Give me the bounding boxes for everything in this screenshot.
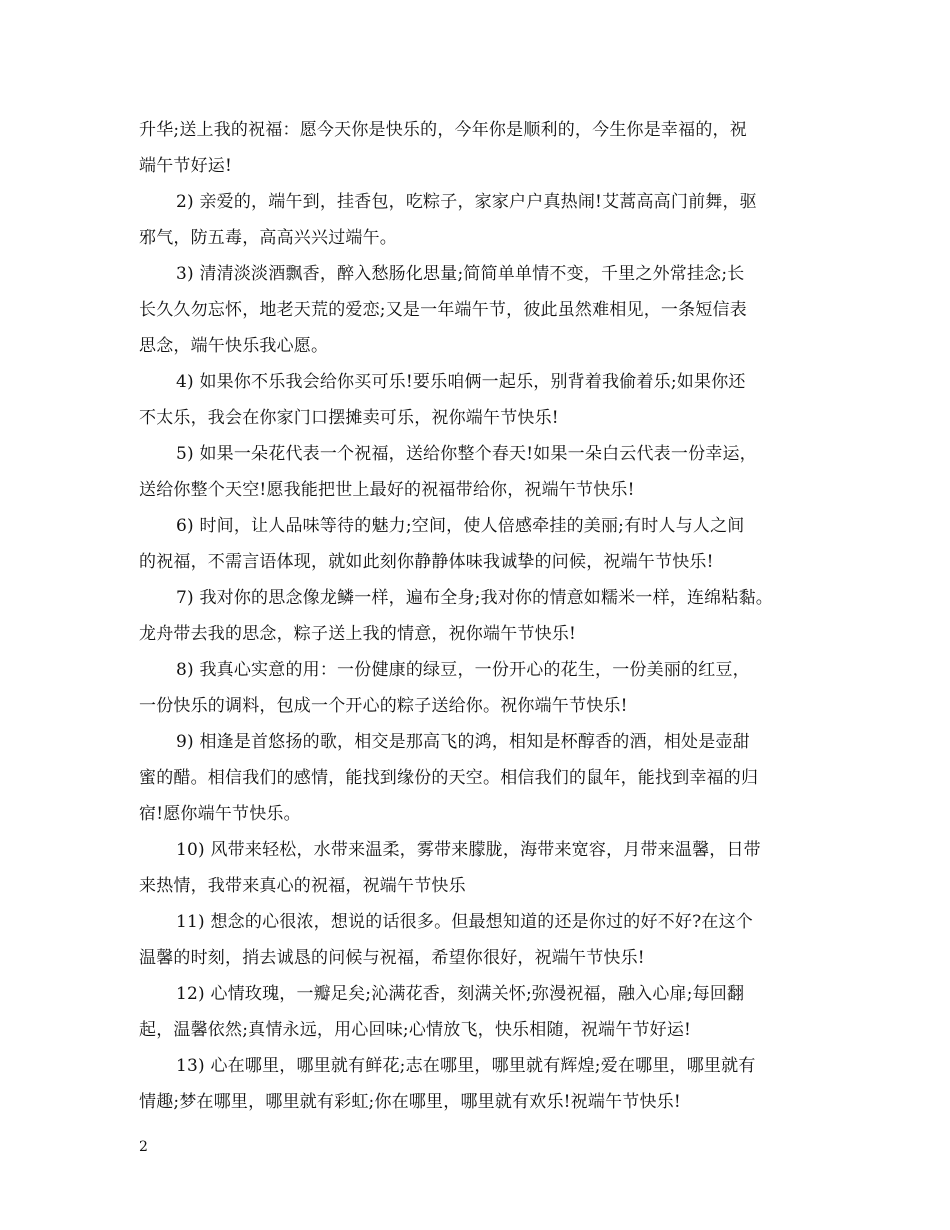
text-line: 起，温馨依然;真情永远，用心回味;心情放飞，快乐相随，祝端午节好运! <box>139 1020 692 1040</box>
paragraph-start-line: 7) 我对你的思念像龙鳞一样，遍布全身;我对你的情意如糯米一样，连绵粘黏。 <box>176 588 773 608</box>
text-line: 的祝福，不需言语体现，就如此刻你静静体味我诚挚的问候，祝端午节快乐! <box>139 552 714 572</box>
text-line: 蜜的醋。相信我们的感情，能找到缘份的天空。相信我们的鼠年，能找到幸福的归 <box>139 768 759 788</box>
text-line: 升华;送上我的祝福：愿今天你是快乐的，今年你是顺利的，今生你是幸福的，祝 <box>139 120 747 140</box>
text-line: 不太乐，我会在你家门口摆摊卖可乐，祝你端午节快乐! <box>139 408 559 428</box>
document-body <box>139 112 829 1120</box>
text-line: 思念，端午快乐我心愿。 <box>139 336 329 356</box>
page-number: 2 <box>139 1139 148 1155</box>
text-line: 来热情，我带来真心的祝福，祝端午节快乐 <box>139 876 466 896</box>
paragraph-start-line: 9) 相逢是首悠扬的歌，相交是那高飞的鸿，相知是杯醇香的酒，相处是壶甜 <box>176 732 750 752</box>
paragraph-start-line: 8) 我真心实意的用：一份健康的绿豆，一份开心的花生，一份美丽的红豆， <box>176 660 750 680</box>
paragraph-start-line: 6) 时间，让人品味等待的魅力;空间，使人倍感牵挂的美丽;有时人与人之间 <box>176 516 745 536</box>
text-line: 温馨的时刻，捎去诚恳的问候与祝福，希望你很好，祝端午节快乐! <box>139 948 645 968</box>
text-line: 一份快乐的调料，包成一个开心的粽子送给你。祝你端午节快乐! <box>139 696 628 716</box>
paragraph-start-line: 13) 心在哪里，哪里就有鲜花;志在哪里，哪里就有辉煌;爱在哪里，哪里就有 <box>176 1056 756 1076</box>
text-line: 龙舟带去我的思念，粽子送上我的情意，祝你端午节快乐! <box>139 624 577 644</box>
text-line: 端午节好运! <box>139 156 233 176</box>
paragraph-start-line: 10) 风带来轻松，水带来温柔，雾带来朦胧，海带来宽容，月带来温馨，日带 <box>176 840 761 860</box>
text-line: 情趣;梦在哪里，哪里就有彩虹;你在哪里，哪里就有欢乐!祝端午节快乐! <box>139 1092 681 1112</box>
text-line: 宿!愿你端午节快乐。 <box>139 804 301 824</box>
paragraph-start-line: 3) 清清淡淡酒飘香，醉入愁肠化思量;简简单单情不变，千里之外常挂念;长 <box>176 264 745 284</box>
paragraph-start-line: 4) 如果你不乐我会给你买可乐!要乐咱俩一起乐，别背着我偷着乐;如果你还 <box>176 372 746 392</box>
text-line: 送给你整个天空!愿我能把世上最好的祝福带给你，祝端午节快乐! <box>139 480 635 500</box>
paragraph-start-line: 5) 如果一朵花代表一个祝福，送给你整个春天!如果一朵白云代表一份幸运， <box>176 444 757 464</box>
paragraph-start-line: 11) 想念的心很浓，想说的话很多。但最想知道的还是你过的好不好?在这个 <box>176 912 753 932</box>
paragraph-start-line: 2) 亲爱的，端午到，挂香包，吃粽子，家家户户真热闹!艾蒿高高门前舞，驱 <box>176 192 757 212</box>
paragraph-start-line: 12) 心情玫瑰，一瓣足矣;沁满花香，刻满关怀;弥漫祝福，融入心扉;每回翻 <box>176 984 745 1004</box>
text-line: 邪气，防五毒，高高兴兴过端午。 <box>139 228 397 248</box>
text-line: 长久久勿忘怀，地老天荒的爱恋;又是一年端午节，彼此虽然难相见，一条短信表 <box>139 300 747 320</box>
